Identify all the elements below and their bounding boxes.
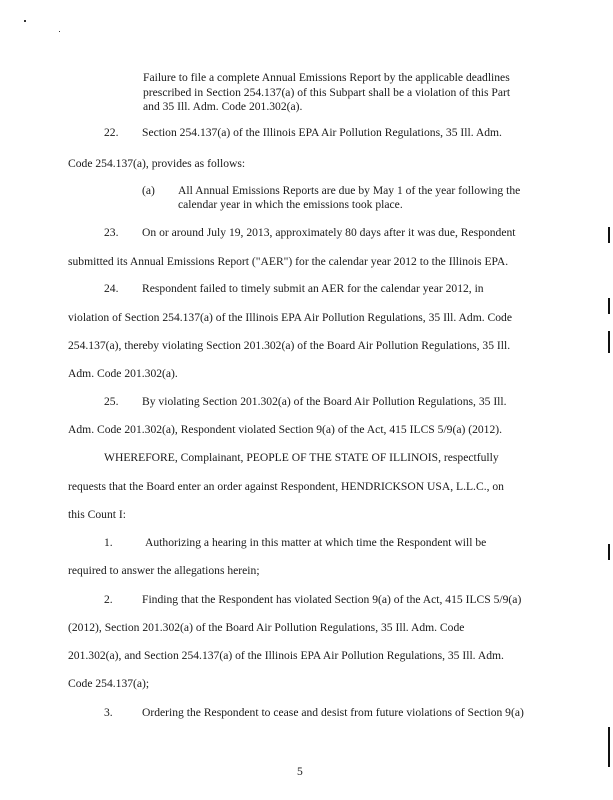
page-number: 5 [297,765,303,778]
paragraph-text: submitted its Annual Emissions Report ("AER") for the calendar year 2012 to the Illinois EPA. [68,255,509,268]
paragraph-text: violation of Section 254.137(a) of the Illinois EPA Air Pollution Regulations, 35 Ill. Adm. Code [68,311,512,324]
list-item-text: Finding that the Respondent has violated Section 9(a) of the Act, 415 ILCS 5/9(a) [142,593,522,606]
scan-edge-mark [608,331,610,353]
list-item-text: required to answer the allegations herein; [68,564,260,577]
paragraph-text: By violating Section 201.302(a) of the Board Air Pollution Regulations, 35 Ill. [142,395,507,408]
scan-edge-mark [608,544,610,560]
list-item-text: 201.302(a), and Section 254.137(a) of the Illinois EPA Air Pollution Regulations, 35 Ill. Adm. [68,649,504,662]
subsection-text: All Annual Emissions Reports are due by May 1 of the year following the [178,184,521,197]
paragraph-number: 24. [104,282,119,295]
paragraph-number: 23. [104,226,119,239]
paragraph-text: Respondent failed to timely submit an AER for the calendar year 2012, in [142,282,484,295]
scan-speck [59,31,60,32]
paragraph-number: 22. [104,126,119,139]
list-item-number: 3. [104,706,113,719]
block-quote-line: Failure to file a complete Annual Emissions Report by the applicable deadlines [143,71,510,84]
paragraph-text: Code 254.137(a), provides as follows: [68,157,246,170]
scan-edge-mark [608,298,610,314]
paragraph-number: 25. [104,395,119,408]
list-item-number: 1. [104,536,113,549]
list-item-text: (2012), Section 201.302(a) of the Board Air Pollution Regulations, 35 Ill. Adm. Code [68,621,465,634]
paragraph-text: On or around July 19, 2013, approximately 80 days after it was due, Respondent [142,226,516,239]
subsection-label: (a) [142,184,155,197]
list-item-text: Authorizing a hearing in this matter at which time the Respondent will be [145,536,487,549]
paragraph-text: Section 254.137(a) of the Illinois EPA Air Pollution Regulations, 35 Ill. Adm. [142,126,502,139]
list-item-text: Code 254.137(a); [68,677,150,690]
block-quote-line: prescribed in Section 254.137(a) of this Subpart shall be a violation of this Part [143,86,511,99]
wherefore-text: WHEREFORE, Complainant, PEOPLE OF THE STATE OF ILLINOIS, respectfully [104,451,499,464]
list-item-text: Ordering the Respondent to cease and desist from future violations of Section 9(a) [142,706,524,719]
subsection-text: calendar year in which the emissions took place. [178,198,403,211]
paragraph-text: 254.137(a), thereby violating Section 201.302(a) of the Board Air Pollution Regulations, 35 Ill. [68,339,511,352]
block-quote-line: and 35 Ill. Adm. Code 201.302(a). [143,100,303,113]
scan-edge-mark [608,727,610,767]
paragraph-text: Adm. Code 201.302(a). [68,367,178,380]
paragraph-text: Adm. Code 201.302(a), Respondent violated Section 9(a) of the Act, 415 ILCS 5/9(a) (2012). [68,423,503,436]
list-item-number: 2. [104,593,113,606]
scan-speck [24,20,26,22]
wherefore-text: requests that the Board enter an order against Respondent, HENDRICKSON USA, L.L.C., on [68,480,504,493]
wherefore-text: this Count I: [68,508,126,521]
scan-edge-mark [608,227,610,243]
